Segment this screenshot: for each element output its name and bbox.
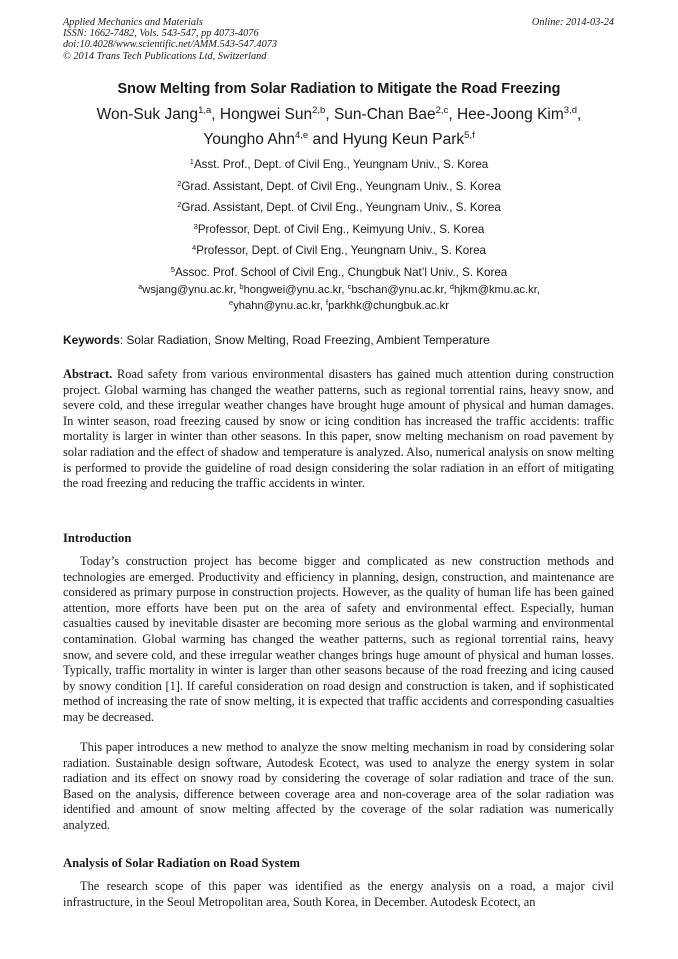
author-name: Sun-Chan Bae <box>333 106 436 123</box>
affiliation-text: Assoc. Prof. School of Civil Eng., Chungbuk Nat’l Univ., S. Korea <box>174 265 508 279</box>
introduction-heading: Introduction <box>63 531 132 545</box>
author-name: Hyung Keun Park <box>342 131 465 148</box>
email-superscript: e <box>229 297 234 307</box>
affiliation-text: Grad. Assistant, Dept. of Civil Eng., Yeungnam Univ., S. Korea <box>181 179 501 193</box>
analysis-paragraph-1: The research scope of this paper was identified as the energy analysis on a road, a major civil infrastructure, in the Seoul Metropolitan area, South Korea, in December. Autodesk Ecotect, an <box>63 879 614 909</box>
email-superscript: d <box>449 282 454 291</box>
email-address[interactable]: hongwei@ynu.ac.kr <box>243 284 342 296</box>
journal-copyright: © 2014 Trans Tech Publications Ltd, Switzerland <box>63 50 267 62</box>
email-address[interactable]: parkhk@chungbuk.ac.kr <box>328 299 449 312</box>
keywords-label: Keywords <box>63 333 120 347</box>
affiliation-text: Professor, Dept. of Civil Eng., Keimyung Univ., S. Korea <box>197 222 485 236</box>
email-address[interactable]: yhahn@ynu.ac.kr <box>233 299 320 312</box>
author-superscript: 4,e <box>294 130 309 141</box>
affiliation <box>0 262 678 284</box>
affiliation-list <box>0 154 678 283</box>
email-address[interactable]: hjkm@kmu.ac.kr <box>453 284 537 296</box>
analysis-heading: Analysis of Solar Radiation on Road System <box>63 856 300 870</box>
affiliation-superscript: 1 <box>189 157 194 166</box>
keywords-text: : Solar Radiation, Snow Melting, Road Freezing, Ambient Temperature <box>119 333 490 347</box>
paper-title: Snow Melting from Solar Radiation to Mitigate the Road Freezing <box>117 81 561 97</box>
author-separator: , <box>211 106 220 123</box>
abstract-text: Road safety from various environmental disasters has gained much attention during construction project. Global warming has changed the weather patterns, such as regional torrential rains, heavy snow, and severe cold, and these irregular weather changes have brought huge amount of physical and human damages. In winter season, road freezing caused by snow or icing condition has increased the traffic accidents: traffic mortality is larger in winter than other seasons. In this paper, snow melting mechanism on road pavement by solar radiation and the effect of shadow and temperature is analyzed. Also, numerical analysis on snow melting is performed to provide the guideline of road design considering the solar radiation in an effort of mitigating the road freezing and reducing the traffic accidents in winter. <box>63 367 614 491</box>
author-separator: , <box>577 106 582 123</box>
affiliation-text: Asst. Prof., Dept. of Civil Eng., Yeungnam Univ., S. Korea <box>193 158 489 171</box>
email-address[interactable]: bschan@ynu.ac.kr <box>351 284 444 296</box>
author-superscript: 2,c <box>435 105 449 116</box>
author-superscript: 2,b <box>312 105 326 116</box>
author-superscript: 1,a <box>198 105 212 116</box>
author-separator: , <box>448 106 457 123</box>
affiliation-superscript: 2 <box>177 200 182 209</box>
affiliation-superscript: 5 <box>170 264 175 274</box>
journal-issn: ISSN: 1662-7482, Vols. 543-547, pp 4073-4076 <box>63 28 259 40</box>
affiliation <box>0 154 678 176</box>
keywords-line <box>63 333 490 348</box>
journal-doi[interactable]: doi:10.4028/www.scientific.net/AMM.543-547.4073 <box>63 39 278 51</box>
affiliation-superscript: 4 <box>192 243 197 252</box>
author-list <box>40 102 638 152</box>
email-superscript: c <box>347 282 352 291</box>
email-superscript: a <box>138 282 143 291</box>
affiliation-text: Grad. Assistant, Dept. of Civil Eng., Yeungnam Univ., S. Korea <box>181 201 501 214</box>
affiliation <box>0 240 678 262</box>
author-name: Hee-Joong Kim <box>456 106 564 123</box>
email-superscript: f <box>326 297 329 307</box>
author-separator: , <box>325 106 334 123</box>
journal-header <box>63 17 277 62</box>
affiliation-text: Professor, Dept. of Civil Eng., Yeungnam Univ., S. Korea <box>196 244 486 257</box>
author-separator: and <box>308 131 343 148</box>
author-superscript: 3,d <box>563 105 577 116</box>
author-name: Hongwei Sun <box>219 106 313 123</box>
journal-name: Applied Mechanics and Materials <box>63 17 203 28</box>
abstract-label: Abstract. <box>63 367 113 381</box>
email-address[interactable]: wsjang@ynu.ac.kr <box>142 284 234 296</box>
author-superscript: 5,f <box>464 130 475 141</box>
online-date <box>532 17 614 28</box>
affiliation-superscript: 3 <box>193 221 198 231</box>
affiliation-superscript: 2 <box>177 178 182 188</box>
abstract-paragraph <box>63 367 614 492</box>
introduction-paragraph-2: This paper introduces a new method to analyze the snow melting mechanism in road by considering solar radiation. Sustainable design software, Autodesk Ecotect, was used to analyze the energy system in solar radiation and its effect on snowy road by considering the coverage of solar radiation and trace of the sun. Based on the analysis, difference between coverage area and non-coverage area of the solar radiation was identified and amount of snow melting affected by the coverage of the solar radiation was numerically analyzed. <box>63 740 614 832</box>
affiliation <box>0 219 678 241</box>
author-name: Won-Suk Jang <box>96 106 199 123</box>
email-superscript: b <box>239 282 244 291</box>
author-name: Youngho Ahn <box>203 131 295 148</box>
affiliation <box>0 197 678 219</box>
email-list: $^a$wsjang@ynu.ac.kr, $^b$hongwei@ynu.ac.kr, $^c$bschan@ynu.ac.kr, $^d$hjkm@kmu.ac.kr, $^e$yhahn@ynu.ac.kr, $^f$parkhk@chungbuk.ac.kr <box>138 282 540 312</box>
affiliation <box>0 176 678 198</box>
introduction-paragraph-1: Today’s construction project has become bigger and complicated as new construction methods and technologies are emerged. Productivity and efficiency in planning, design, construction, and maintenance are considered as primary purpose in construction projects. However, as the quality of human life has been gained attention, more efforts have been put on the area of safety and environmental effect. Especially, human casualties caused by inevitable disaster are becoming more serious as the global warming and environmental contamination. Global warming has changed the weather patterns, such as regional torrential rains, heavy snow, and severe cold, and these irregular weather changes brings huge amount of physical and human losses. Typically, traffic mortality in winter is larger than other seasons because of the road freezing and icing caused by snowy condition [1]. If careful consideration on road design and construction is taken, and if sophisticated method of increasing the rate of snow melting, it is expected that traffic accidents and corresponding casualties may be decreased. <box>63 554 614 724</box>
online-date-text: Online: 2014-03-24 <box>531 17 614 28</box>
